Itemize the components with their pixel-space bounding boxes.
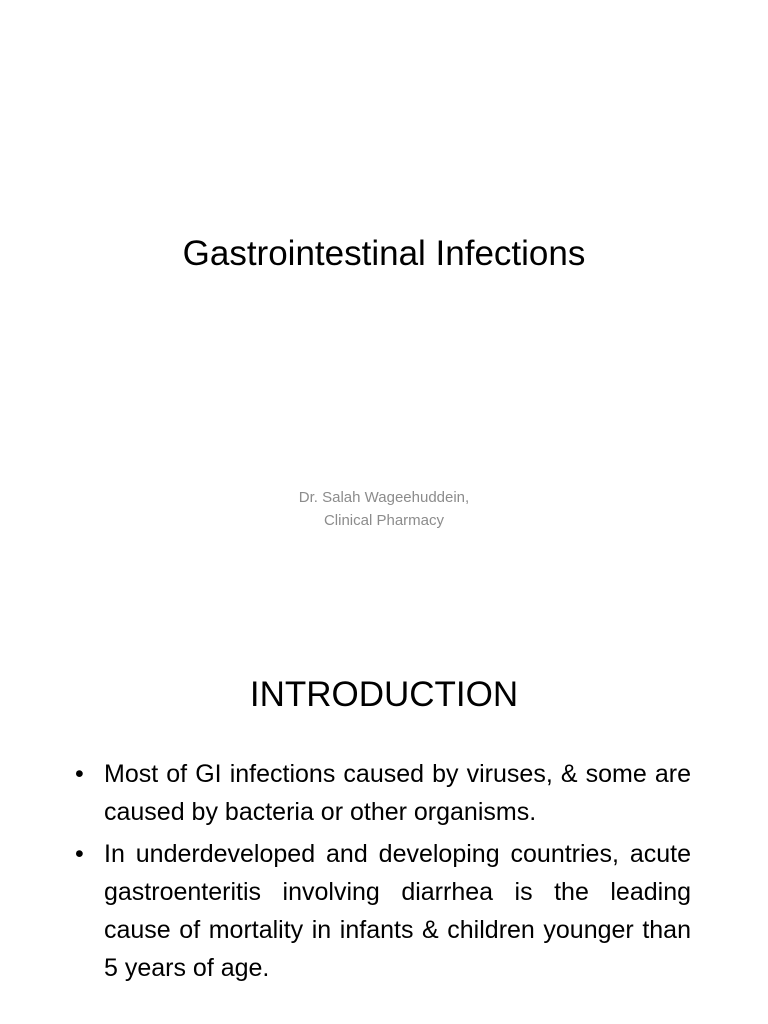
list-item [75,835,691,987]
section-heading: INTRODUCTION [249,675,519,714]
bullet-text: Most of GI infections caused by viruses, & some are caused by bacteria or other organisms. [104,760,691,826]
bullet-text: In underdeveloped and developing countries, acute gastroenteritis involving diarrhea is the leading cause of mortality in infants & children younger than 5 years of age. [104,840,691,982]
slide-subtitle [0,486,768,532]
introduction-slide [0,610,768,1024]
author-department: Clinical Pharmacy [323,512,445,529]
bullet-icon: • [75,760,84,788]
slide-title: Gastrointestinal Infections [182,234,586,273]
list-item [75,755,691,831]
author-name: Dr. Salah Wageehuddein, [298,489,470,506]
bullet-icon: • [75,840,84,868]
bullet-list [75,755,691,991]
